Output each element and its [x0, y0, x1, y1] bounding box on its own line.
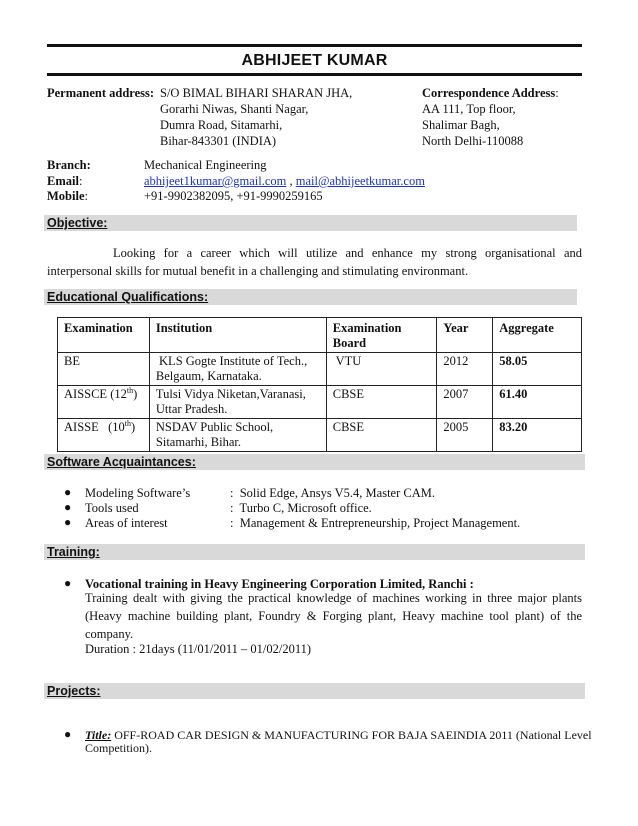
bullet-icon: ● — [64, 515, 72, 529]
permanent-address-line: Gorarhi Niwas, Shanti Nagar, — [160, 102, 309, 116]
project-title-line — [85, 727, 592, 743]
table-row — [58, 386, 582, 419]
training-heading: Training: — [47, 545, 100, 559]
education-heading: Educational Qualifications: — [47, 290, 209, 304]
projects-heading: Projects: — [47, 684, 101, 698]
column-header-year: Year — [437, 318, 493, 353]
mobile-value: +91-9902382095, +91-9990259165 — [144, 189, 323, 203]
table-header-row — [58, 318, 582, 353]
exam-cell — [58, 419, 150, 452]
branch-label: Branch: — [47, 158, 91, 172]
permanent-address-line: S/O BIMAL BIHARI SHARAN JHA, — [160, 86, 353, 100]
table-row — [58, 419, 582, 452]
email-link-primary[interactable]: abhijeet1kumar@gmail.com — [144, 174, 287, 188]
training-title: Vocational training in Heavy Engineering Corporation Limited, Ranchi : — [85, 577, 474, 591]
year-cell: 2005 — [437, 419, 493, 452]
software-section-header — [44, 454, 585, 470]
software-item-value: : Management & Entrepreneurship, Project Management. — [230, 516, 521, 530]
exam-name: BE — [64, 354, 80, 368]
bullet-icon: ● — [64, 500, 72, 514]
institution-cell — [149, 419, 326, 452]
exam-tail: ) — [131, 420, 136, 434]
email-label-row — [47, 173, 82, 189]
exam-sup: th — [124, 418, 132, 428]
year-cell: 2012 — [437, 353, 493, 386]
exam-name: AISSCE (12 — [64, 387, 127, 401]
institution-line: KLS Gogte Institute of Tech., — [155, 354, 308, 368]
objective-section-header — [44, 215, 577, 231]
institution-line: Sitamarhi, Bihar. — [155, 435, 241, 449]
correspondence-address-line: Shalimar Bagh, — [422, 118, 500, 132]
bullet-icon: ● — [64, 727, 72, 741]
software-item-value: : Turbo C, Microsoft office. — [230, 501, 372, 515]
institution-cell — [149, 353, 326, 386]
education-section-header — [44, 289, 577, 305]
software-heading: Software Acquaintances: — [47, 455, 196, 469]
objective-text: Looking for a career which will utilize and enhance my strong organisational and interpersonal skills for mutual benefit in a challenging and stimulating environmant. — [47, 246, 582, 278]
candidate-name: ABHIJEET KUMAR — [241, 52, 388, 69]
aggregate-cell: 58.05 — [493, 353, 582, 386]
project-title-text: OFF-ROAD CAR DESIGN & MANUFACTURING FOR BAJA SAEINDIA 2011 (National Level — [111, 728, 592, 742]
institution-line: Belgaum, Karnataka. — [155, 369, 262, 383]
exam-name: AISSE (10 — [64, 420, 125, 434]
permanent-address-line: Dumra Road, Sitamarhi, — [160, 118, 283, 132]
institution-line: Tulsi Vidya Niketan,Varanasi, — [155, 387, 306, 401]
aggregate-cell: 83.20 — [493, 419, 582, 452]
top-rule — [47, 44, 582, 47]
projects-section-header — [44, 683, 585, 699]
bullet-icon: ● — [64, 485, 72, 499]
board-cell: CBSE — [326, 419, 437, 452]
correspondence-address-heading — [422, 85, 559, 101]
email-label: Email — [47, 174, 79, 188]
branch-value: Mechanical Engineering — [144, 158, 267, 172]
exam-cell — [58, 353, 150, 386]
correspondence-colon: : — [555, 86, 559, 100]
permanent-address-label: Permanent address: — [47, 86, 155, 100]
aggregate-cell: 61.40 — [493, 386, 582, 419]
column-header-examination: Examination — [58, 318, 150, 353]
software-item-label: Tools used — [85, 501, 139, 515]
training-section-header — [44, 544, 585, 560]
institution-cell — [149, 386, 326, 419]
mobile-colon: : — [84, 189, 88, 203]
column-header-institution: Institution — [149, 318, 326, 353]
email-separator: , — [286, 174, 296, 188]
table-row — [58, 353, 582, 386]
email-colon: : — [78, 174, 83, 188]
board-cell: CBSE — [326, 386, 437, 419]
project-title-label: Title: — [85, 728, 112, 742]
board-cell: VTU — [326, 353, 437, 386]
mobile-label: Mobile — [47, 189, 85, 203]
permanent-address-line: Bihar-843301 (INDIA) — [160, 134, 277, 148]
email-values — [144, 173, 425, 189]
bottom-rule — [47, 73, 582, 76]
email-link-secondary[interactable]: mail@abhijeetkumar.com — [295, 174, 425, 188]
software-item-label: Modeling Software’s — [85, 486, 191, 500]
objective-heading: Objective: — [47, 216, 108, 230]
correspondence-address-line: AA 111, Top floor, — [422, 102, 516, 116]
institution-line: NSDAV Public School, — [155, 420, 274, 434]
software-item-value: : Solid Edge, Ansys V5.4, Master CAM. — [230, 486, 435, 500]
correspondence-address-label: Correspondence Address — [422, 86, 556, 100]
training-text: Training dealt with giving the practical knowledge of machines working in three major plants (Heavy machine building plant, Foundry & Forging plant, Heavy machine tool plant) of the company. — [85, 591, 582, 641]
correspondence-address-line: North Delhi-110088 — [422, 134, 524, 148]
year-cell: 2007 — [437, 386, 493, 419]
mobile-label-row — [47, 188, 88, 204]
bullet-icon: ● — [64, 576, 72, 590]
column-header-board: Examination Board — [326, 318, 437, 353]
exam-tail: ) — [133, 387, 138, 401]
institution-line: Uttar Pradesh. — [155, 402, 228, 416]
software-item-label: Areas of interest — [85, 516, 168, 530]
exam-sup: th — [126, 385, 134, 395]
column-header-aggregate: Aggregate — [493, 318, 582, 353]
education-table — [57, 317, 582, 452]
training-duration: Duration : 21days (11/01/2011 – 01/02/2011) — [85, 642, 312, 656]
exam-cell — [58, 386, 150, 419]
project-title-line2: Competition). — [85, 741, 152, 755]
